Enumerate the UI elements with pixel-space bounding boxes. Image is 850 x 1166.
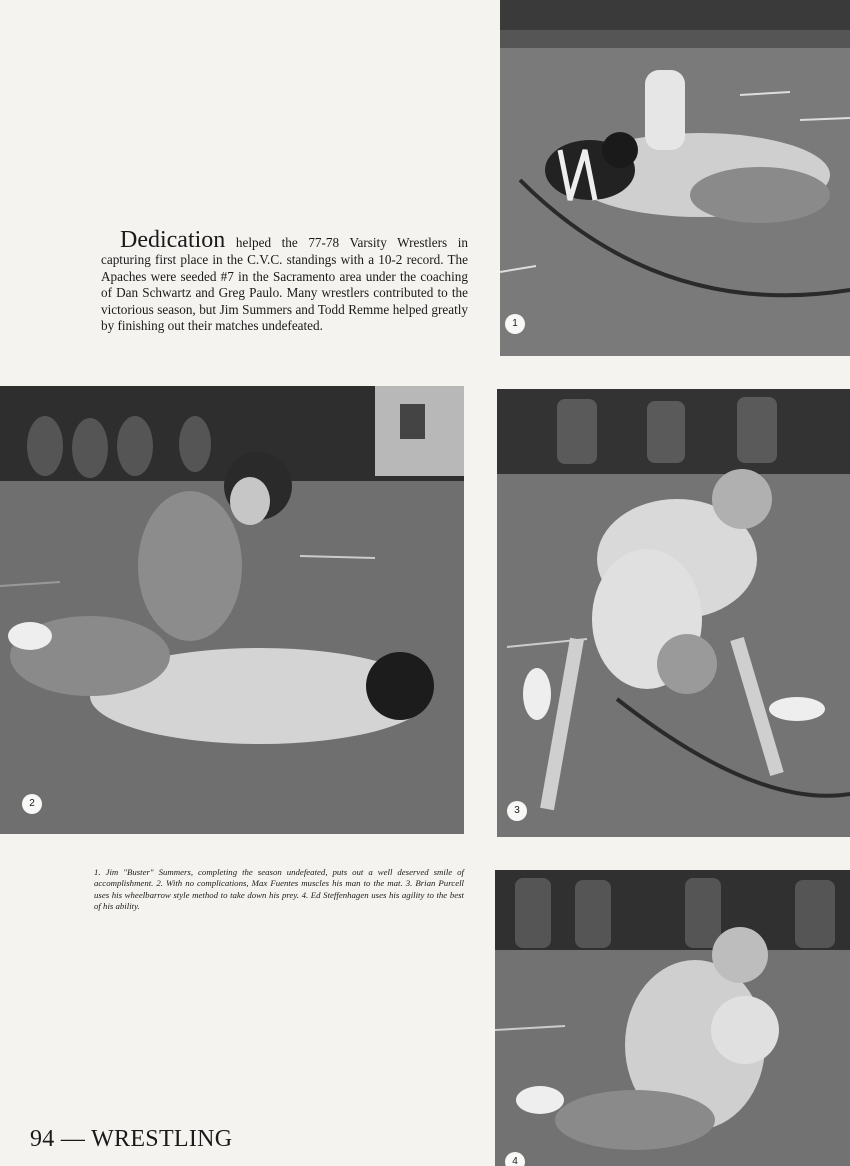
section-title: WRESTLING bbox=[91, 1126, 233, 1152]
photo-4 bbox=[495, 870, 850, 1166]
photo-2 bbox=[0, 386, 464, 834]
photo-number-1: 1 bbox=[505, 314, 525, 334]
photo-4-image bbox=[495, 870, 850, 1166]
photo-1-image bbox=[500, 0, 850, 356]
folio-separator: — bbox=[54, 1126, 92, 1152]
photo-2-image bbox=[0, 386, 464, 834]
photo-number-4: 4 bbox=[505, 1152, 525, 1166]
page-folio bbox=[30, 1124, 232, 1154]
intro-lead-word: Dedication bbox=[120, 227, 226, 253]
photo-3-image bbox=[497, 389, 850, 837]
page-number: 94 bbox=[30, 1126, 55, 1152]
photo-number-3: 3 bbox=[507, 801, 527, 821]
intro-paragraph bbox=[101, 228, 468, 335]
photo-3 bbox=[497, 389, 850, 837]
intro-body: helped the 77-78 Varsity Wrestlers in capturing first place in the C.V.C. standings with a 10-2 record. The Apaches were seeded #7 in the Sacramento area under the coaching of Dan Schwartz and Greg Paulo. Many wrestlers contributed to the victorious season, but Jim Summers and Todd Remme helped greatly by finishing out their matches undefeated. bbox=[101, 235, 468, 334]
photo-1 bbox=[500, 0, 850, 356]
photo-caption: 1. Jim "Buster" Summers, completing the season undefeated, puts out a well deserved smile of accomplishment. 2. With no complications, Max Fuentes muscles his man to the mat. 3. Brian Purcell uses his wheelbarrow style method to take down his prey. 4. Ed Steffenhagen uses his agility to the best of his ability. bbox=[94, 867, 464, 912]
photo-number-2: 2 bbox=[22, 794, 42, 814]
